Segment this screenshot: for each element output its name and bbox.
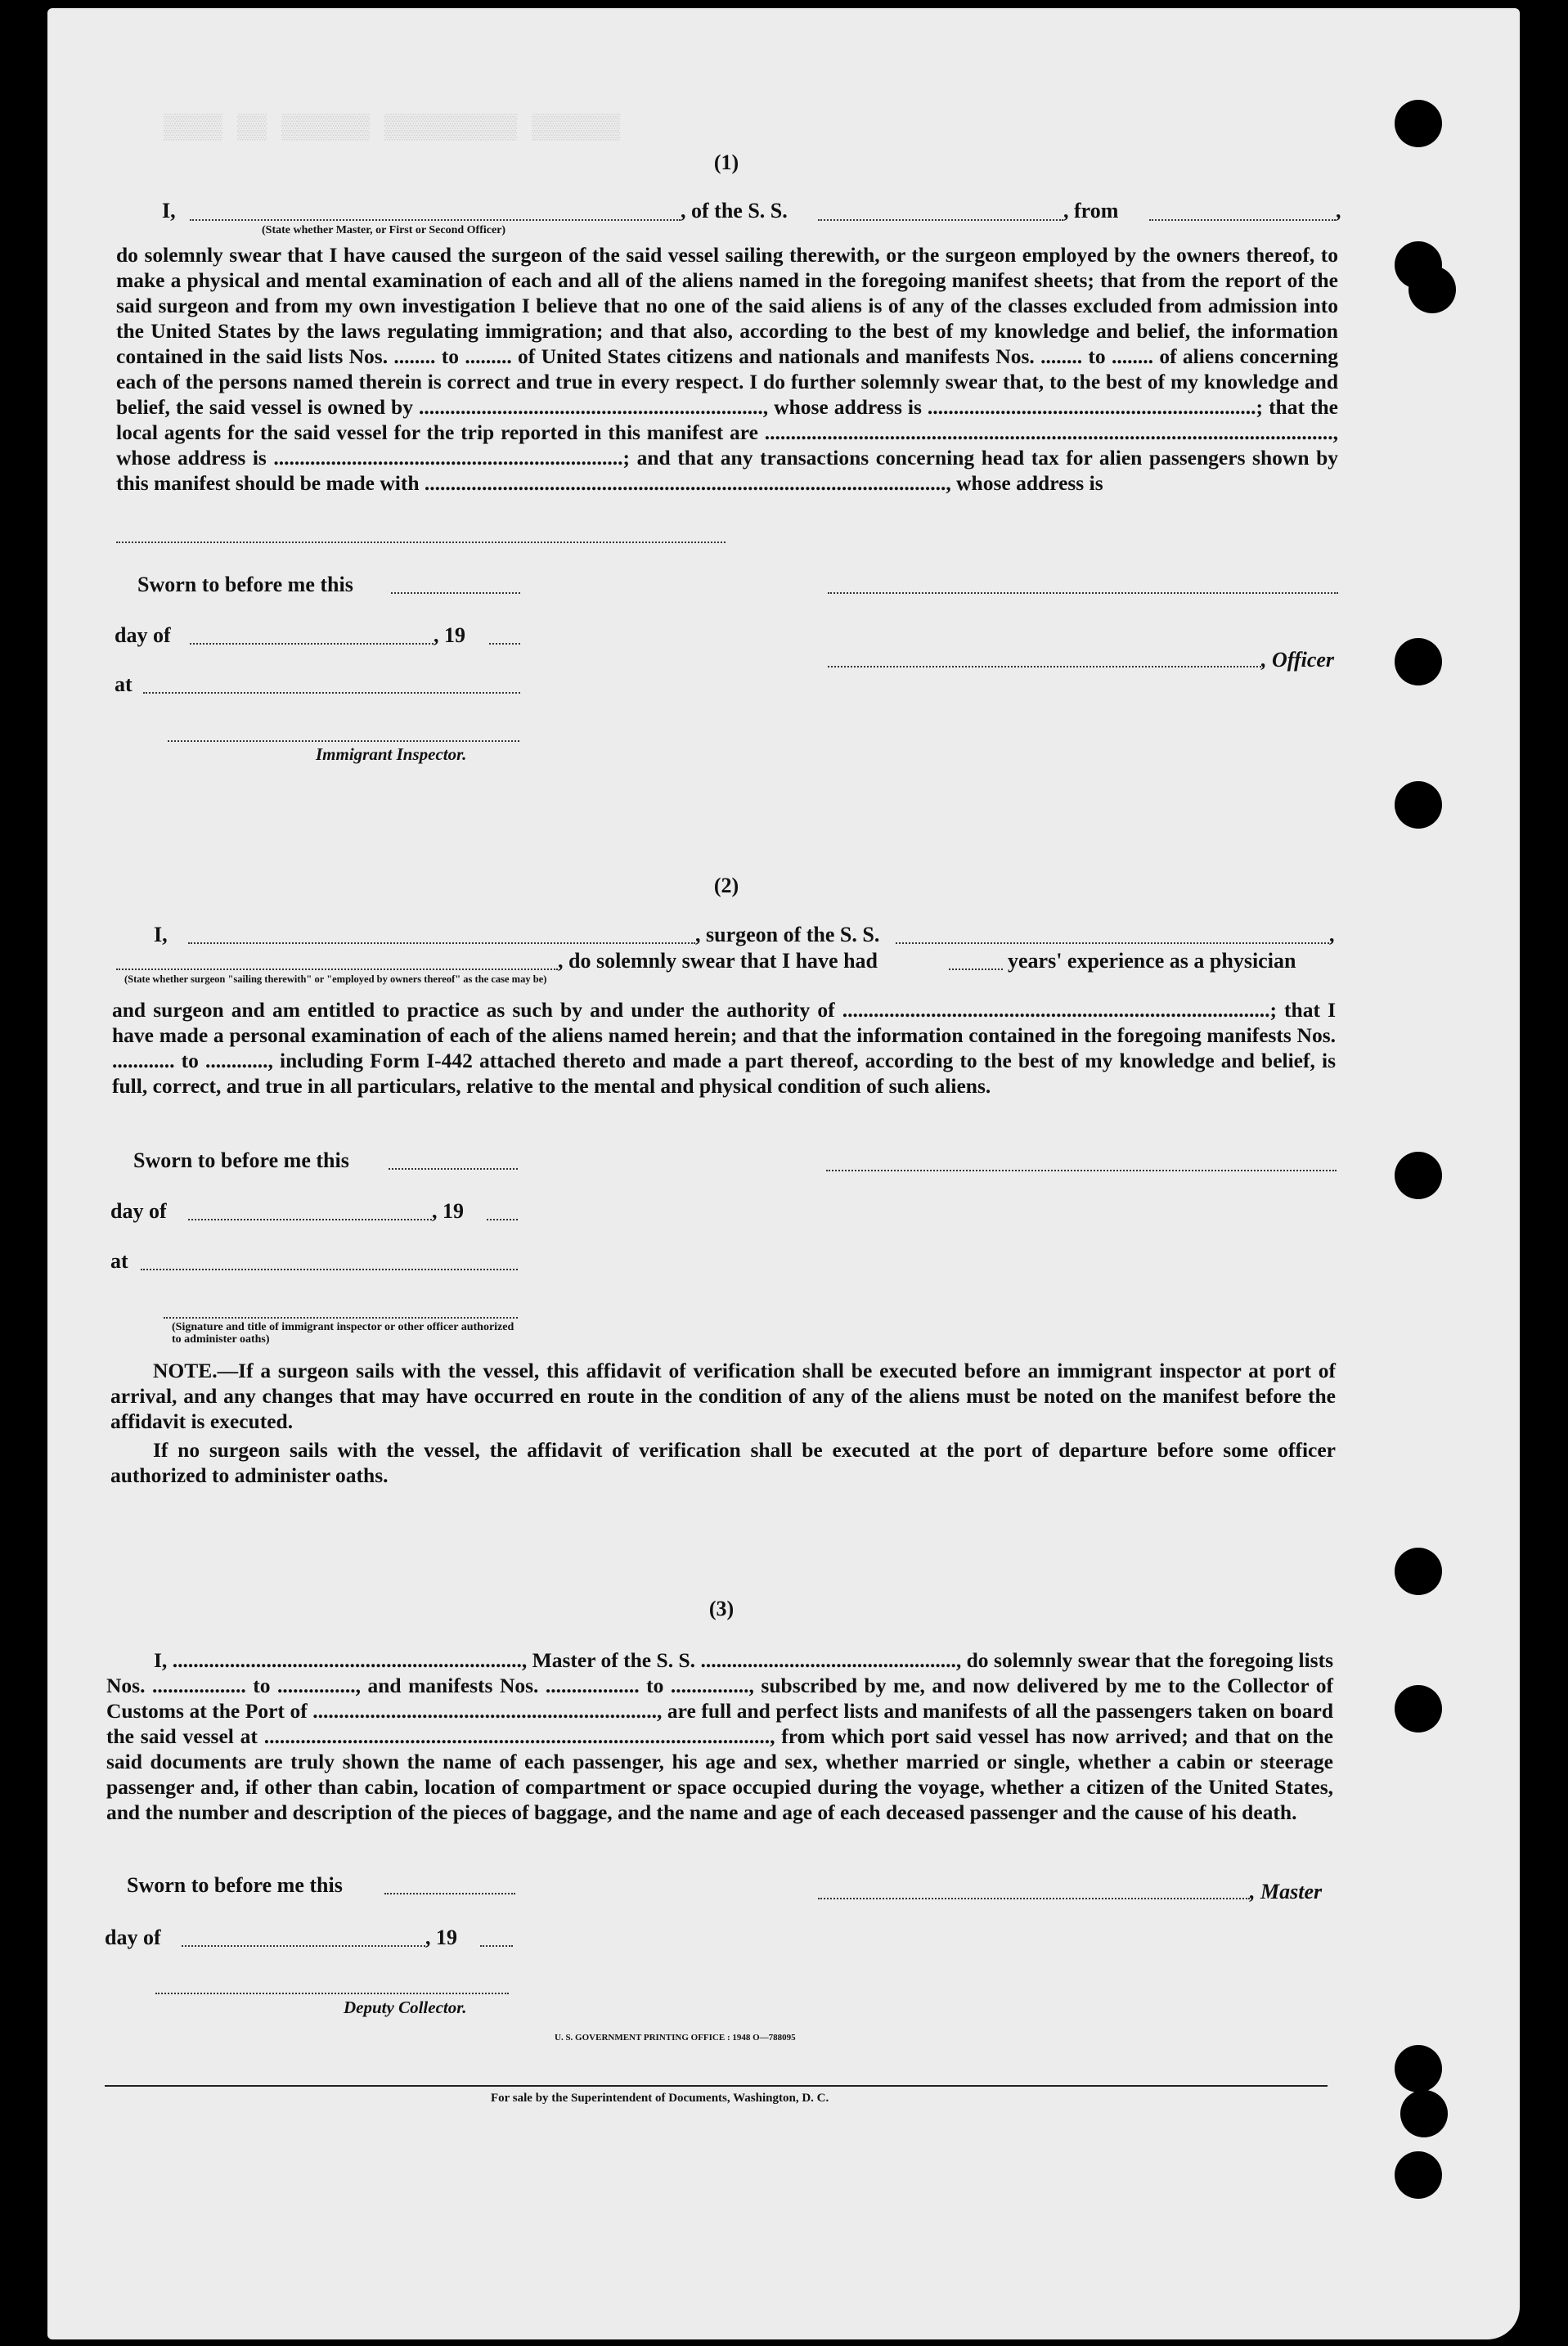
surgeon-of-ss-label: , surgeon of the S. S. bbox=[695, 923, 880, 946]
punch-hole bbox=[1395, 2045, 1442, 2092]
sworn-label-2: Sworn to before me this bbox=[133, 1148, 349, 1172]
section-2-oath-text: and surgeon and am entitled to practice as such by and under the authority of ..................................................................................; that I have made a personal examination of each of the aliens named herein; and that the information contained in the foregoing manifests Nos. ............ to ............, including Form I-442 attached thereto and made a part thereof, according to the best of my knowledge and belief, is full, correct, and true in all particulars, relative to the mental and physical condition of such aliens. bbox=[112, 998, 1336, 1098]
punch-hole bbox=[1395, 638, 1442, 685]
surgeon-status-field[interactable] bbox=[116, 969, 558, 970]
punch-hole bbox=[1395, 1152, 1442, 1199]
day-of-label-3: day of bbox=[105, 1926, 161, 1949]
day-of-field-3[interactable] bbox=[182, 1945, 425, 1947]
section-3-oath-text: I, ..................................................................., Master of the S. S. ................................................., do solemnly swear that the foregoing lists Nos. .................. to ..............., and manifests Nos. .................. to ..............., subscribed by me, and now delivered by me to the Collector of Customs at the Port of .................................................................., are full and perfect lists and manifests of all the passengers taken on board the said vessel at ................................................................................................., from which port said vessel has now arrived; and that on the said documents are truly shown the name of each passenger, his age and sex, whether married or single, whether a cabin or steerage passenger and, if other than cabin, location of compartment or space occupied during the voyage, whether a citizen of the United States, and the number and description of the pieces of baggage, and the name and age of each deceased passenger and the cause of his death. bbox=[106, 1648, 1333, 1824]
at-label-2: at bbox=[110, 1249, 128, 1273]
day-of-label-2: day of bbox=[110, 1199, 167, 1223]
at-place-field-1[interactable] bbox=[143, 692, 520, 694]
sworn-label-3: Sworn to before me this bbox=[127, 1873, 343, 1897]
at-label-1: at bbox=[115, 672, 133, 696]
punch-hole bbox=[1395, 100, 1442, 147]
master-caption: (State whether Master, or First or Second Officer) bbox=[262, 224, 506, 236]
surgeon-signature-line[interactable] bbox=[826, 1170, 1337, 1171]
section-1-number: (1) bbox=[713, 151, 739, 174]
inspector-signature-line-1[interactable] bbox=[168, 740, 519, 742]
signature-caption: (Signature and title of immigrant inspector or other officer authorized to administer oaths) bbox=[172, 1321, 514, 1346]
officer-signature-line-1[interactable] bbox=[828, 592, 1338, 594]
swear-had-label: , do solemnly swear that I have had bbox=[558, 949, 878, 973]
at-place-field-2[interactable] bbox=[141, 1269, 518, 1270]
punch-hole bbox=[1395, 781, 1442, 829]
note-surgeon-sails: NOTE.—If a surgeon sails with the vessel, this affidavit of verification shall be executed before an immigrant inspector at port of arrival, and any changes that may have occurred en route in the condition of any of the aliens must be noted on the manifest before the affidavit is executed. bbox=[110, 1359, 1336, 1433]
day-of-field-1[interactable] bbox=[190, 643, 434, 645]
immigrant-inspector-label: Immigrant Inspector. bbox=[316, 744, 467, 764]
deputy-collector-label: Deputy Collector. bbox=[344, 1998, 467, 2017]
section-2-number: (2) bbox=[713, 874, 739, 897]
year-19-label-2: , 19 bbox=[432, 1199, 464, 1223]
for-sale-notice: For sale by the Superintendent of Documents, Washington, D. C. bbox=[491, 2092, 829, 2105]
surgeon-caption: (State whether surgeon "sailing therewith" or "employed by owners thereof" as the case may be) bbox=[124, 973, 547, 985]
bleed-through-text: ▒▒▒▒ ▒▒ ▒▒▒▒▒▒ ▒▒▒▒▒▒▒▒▒ ▒▒▒▒▒▒ bbox=[164, 115, 621, 142]
officer-title-line[interactable] bbox=[828, 666, 1261, 667]
line-end-comma: , bbox=[1336, 199, 1341, 222]
master-name-field[interactable] bbox=[190, 219, 681, 221]
of-ss-label: , of the S. S. bbox=[681, 199, 788, 222]
master-signature-line[interactable] bbox=[818, 1898, 1250, 1899]
line-end-comma-2: , bbox=[1329, 923, 1335, 946]
year-field-2[interactable] bbox=[487, 1219, 518, 1220]
from-port-field[interactable] bbox=[1149, 219, 1336, 221]
deputy-collector-signature-line[interactable] bbox=[155, 1993, 509, 1994]
officer-label: , Officer bbox=[1261, 648, 1335, 672]
sworn-date-field-2[interactable] bbox=[389, 1168, 518, 1170]
years-experience-label: years' experience as a physician bbox=[1008, 949, 1296, 973]
from-label: , from bbox=[1063, 199, 1119, 222]
year-field-3[interactable] bbox=[480, 1945, 513, 1947]
year-field-1[interactable] bbox=[489, 643, 520, 645]
printing-office-imprint: U. S. GOVERNMENT PRINTING OFFICE : 1948 O—788095 bbox=[555, 2033, 796, 2043]
section-2-i: I, bbox=[154, 923, 168, 946]
punch-hole bbox=[1395, 1685, 1442, 1733]
vessel-name-field[interactable] bbox=[818, 219, 1063, 221]
punch-hole bbox=[1400, 2090, 1448, 2137]
master-label: , Master bbox=[1250, 1880, 1323, 1903]
day-of-label-1: day of bbox=[115, 623, 171, 647]
year-19-label-1: , 19 bbox=[434, 623, 465, 647]
sworn-date-field-1[interactable] bbox=[391, 592, 520, 594]
inspector-signature-line-2[interactable] bbox=[164, 1317, 518, 1319]
address-continuation-field[interactable] bbox=[116, 542, 726, 543]
note-no-surgeon: If no surgeon sails with the vessel, the affidavit of verification shall be executed at the port of departure before some officer authorized to administer oaths. bbox=[110, 1438, 1336, 1487]
surgeon-vessel-field[interactable] bbox=[896, 942, 1329, 944]
sworn-label-1: Sworn to before me this bbox=[137, 573, 353, 596]
section-1-i: I, bbox=[162, 199, 176, 222]
years-experience-field[interactable] bbox=[949, 969, 1003, 970]
year-19-label-3: , 19 bbox=[425, 1926, 457, 1949]
footer-rule bbox=[105, 2085, 1328, 2087]
section-1-oath-text: do solemnly swear that I have caused the surgeon of the said vessel sailing therewith, or the surgeon employed by the owners thereof, to make a physical and mental examination of each and all of the aliens named in the foregoing manifest sheets; that from the report of the said surgeon and from my own investigation I believe that no one of the said aliens is of any of the classes excluded from admission into the United States by the laws regulating immigration; and that also, according to the best of my knowledge and belief, the information contained in the said lists Nos. ........ to ......... of United States citizens and nationals and manifests Nos. ........ to ........ of aliens concerning each of the persons named therein is correct and true in every respect. I do further solemnly swear that, to the best of my knowledge and belief, the said vessel is owned by .................................................................., whose address is ...............................................................; that the local agents for the said vessel for the trip reported in this manifest are ............................................................................................................., whose address is ...................................................................; and that any transactions concerning head tax for alien passengers shown by this manifest should be made with ...................................................................................................., whose address is bbox=[116, 243, 1338, 495]
day-of-field-2[interactable] bbox=[188, 1219, 432, 1220]
punch-hole bbox=[1409, 266, 1456, 313]
surgeon-name-field[interactable] bbox=[188, 942, 695, 944]
punch-hole bbox=[1395, 2151, 1442, 2199]
sworn-date-field-3[interactable] bbox=[384, 1893, 515, 1894]
punch-hole bbox=[1395, 1548, 1442, 1595]
section-3-number: (3) bbox=[708, 1597, 735, 1620]
